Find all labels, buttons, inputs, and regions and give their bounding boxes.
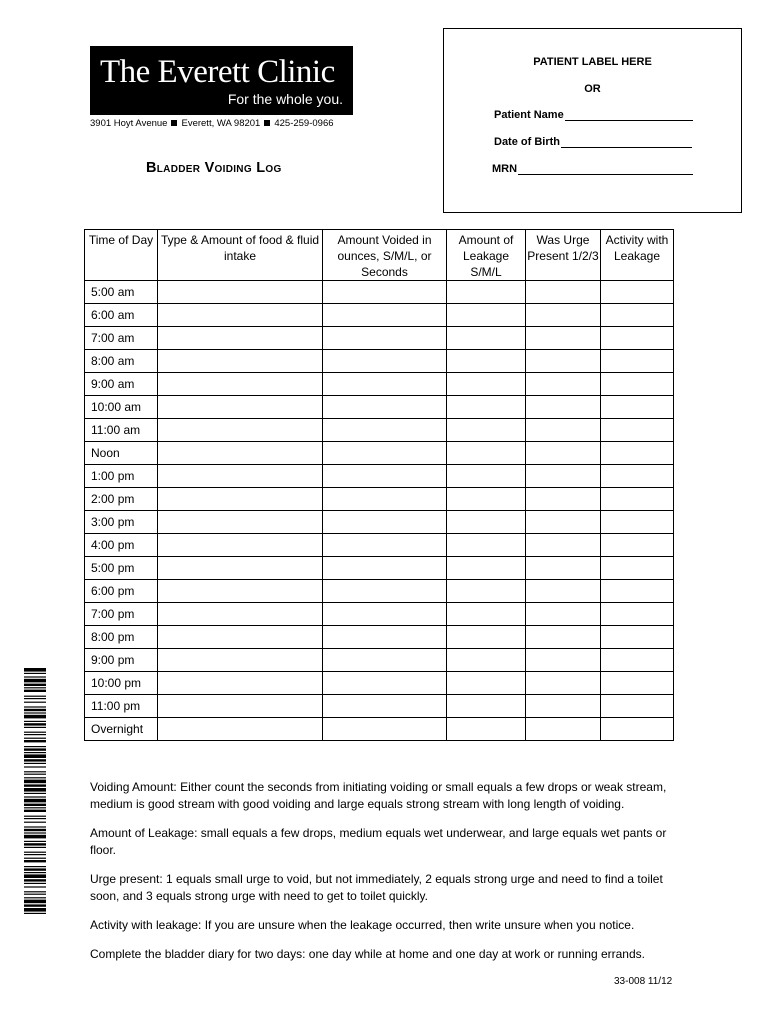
- leakage-cell[interactable]: [447, 672, 526, 695]
- leakage-cell[interactable]: [447, 511, 526, 534]
- barcode-bar: [24, 780, 46, 784]
- leakage-cell[interactable]: [447, 649, 526, 672]
- note-urge: Urge present: 1 equals small urge to void, but not immediately, 2 equals strong urge and need to find a toilet soon, and 3 equals strong urge with need to get to toilet quickly.: [90, 872, 663, 903]
- time-cell: 10:00 pm: [85, 672, 158, 695]
- intake-cell[interactable]: [158, 373, 323, 396]
- intake-cell[interactable]: [158, 580, 323, 603]
- urge-cell[interactable]: [526, 649, 601, 672]
- barcode-bar: [24, 763, 46, 764]
- barcode-bar: [24, 679, 46, 683]
- barcode-bar: [24, 866, 46, 867]
- voided-cell[interactable]: [323, 442, 447, 465]
- barcode-bar: [24, 766, 46, 767]
- activity-cell[interactable]: [601, 626, 674, 649]
- intake-cell[interactable]: [158, 304, 323, 327]
- form-title: Bladder Voiding Log: [146, 160, 282, 176]
- voided-cell[interactable]: [323, 327, 447, 350]
- voiding-log-table: [84, 229, 674, 741]
- logo-title: The Everett Clinic: [100, 54, 335, 90]
- barcode-bar: [24, 904, 46, 906]
- barcode-bar: [24, 883, 46, 884]
- table-row: [85, 511, 674, 534]
- activity-cell[interactable]: [601, 281, 674, 304]
- barcode-bar: [24, 702, 46, 703]
- activity-cell[interactable]: [601, 672, 674, 695]
- leakage-cell[interactable]: [447, 626, 526, 649]
- intake-cell[interactable]: [158, 350, 323, 373]
- time-cell: 6:00 am: [85, 304, 158, 327]
- time-cell: 5:00 pm: [85, 557, 158, 580]
- time-cell: 11:00 am: [85, 419, 158, 442]
- barcode-bar: [24, 841, 46, 842]
- urge-cell[interactable]: [526, 396, 601, 419]
- voided-cell[interactable]: [323, 511, 447, 534]
- table-row: [85, 534, 674, 557]
- voided-cell[interactable]: [323, 350, 447, 373]
- note-activity: Activity with leakage: If you are unsure when the leakage occurred, then write unsure when you notice.: [90, 918, 635, 932]
- time-cell: 9:00 pm: [85, 649, 158, 672]
- barcode-bar: [24, 746, 46, 747]
- voided-cell[interactable]: [323, 603, 447, 626]
- barcode-bar: [24, 712, 46, 713]
- intake-cell[interactable]: [158, 603, 323, 626]
- barcode-bar: [24, 784, 46, 786]
- activity-cell[interactable]: [601, 603, 674, 626]
- barcode-bar: [24, 900, 46, 904]
- activity-cell[interactable]: [601, 465, 674, 488]
- voided-cell[interactable]: [323, 488, 447, 511]
- intake-cell[interactable]: [158, 511, 323, 534]
- time-cell: 7:00 am: [85, 327, 158, 350]
- urge-cell[interactable]: [526, 672, 601, 695]
- table-row: [85, 672, 674, 695]
- time-cell: 4:00 pm: [85, 534, 158, 557]
- barcode-bar: [24, 908, 46, 912]
- barcode-bar: [24, 684, 46, 686]
- intake-cell[interactable]: [158, 419, 323, 442]
- table-row: [85, 373, 674, 396]
- time-cell: 10:00 am: [85, 396, 158, 419]
- time-cell: 6:00 pm: [85, 580, 158, 603]
- urge-cell[interactable]: [526, 327, 601, 350]
- patient-name-field[interactable]: [494, 109, 693, 121]
- urge-cell[interactable]: [526, 350, 601, 373]
- intake-cell[interactable]: [158, 442, 323, 465]
- barcode-bar: [24, 690, 46, 692]
- patient-name-line[interactable]: [565, 119, 693, 121]
- table-row: [85, 281, 674, 304]
- clinic-address: [90, 118, 334, 129]
- table-header-row: [85, 230, 674, 281]
- address-phone: 425-259-0966: [274, 118, 334, 129]
- barcode-bar: [24, 754, 46, 758]
- barcode-bar: [24, 854, 46, 855]
- activity-cell[interactable]: [601, 327, 674, 350]
- square-bullet-icon: [171, 120, 177, 126]
- voided-cell[interactable]: [323, 373, 447, 396]
- barcode-bar: [24, 894, 46, 895]
- leakage-cell[interactable]: [447, 603, 526, 626]
- intake-cell[interactable]: [158, 557, 323, 580]
- mrn-field[interactable]: [492, 163, 693, 175]
- voided-cell[interactable]: [323, 718, 447, 741]
- note-leakage: Amount of Leakage: small equals a few drops, medium equals wet underwear, and large equals wet pants or floor.: [90, 826, 667, 857]
- barcode-bar: [24, 810, 46, 812]
- barcode-bar: [24, 771, 46, 772]
- dob-field[interactable]: [494, 136, 692, 148]
- time-cell: 3:00 pm: [85, 511, 158, 534]
- note-voiding-amount: Voiding Amount: Either count the seconds from initiating voiding or small equals a few drops or weak stream, medium is good stream with good voiding and large equals strong stream with long length of voiding.: [90, 780, 667, 811]
- voided-cell[interactable]: [323, 672, 447, 695]
- table-row: [85, 350, 674, 373]
- intake-cell[interactable]: [158, 695, 323, 718]
- intake-cell[interactable]: [158, 626, 323, 649]
- table-row: [85, 580, 674, 603]
- barcode-bar: [24, 676, 46, 677]
- activity-cell[interactable]: [601, 718, 674, 741]
- barcode-bar: [24, 696, 46, 697]
- activity-cell[interactable]: [601, 695, 674, 718]
- header-urge: Was Urge Present 1/2/3: [526, 230, 601, 281]
- logo-tagline: For the whole you.: [227, 91, 343, 107]
- barcode-bar: [24, 872, 46, 873]
- voided-cell[interactable]: [323, 419, 447, 442]
- intake-cell[interactable]: [158, 672, 323, 695]
- barcode-bar: [24, 891, 46, 892]
- note-complete: Complete the bladder diary for two days: one day while at home and one day at work or running errands.: [90, 947, 645, 961]
- urge-cell[interactable]: [526, 442, 601, 465]
- voided-cell[interactable]: [323, 557, 447, 580]
- leakage-cell[interactable]: [447, 557, 526, 580]
- intake-cell[interactable]: [158, 649, 323, 672]
- barcode-bar: [24, 858, 46, 859]
- activity-cell[interactable]: [601, 534, 674, 557]
- leakage-cell[interactable]: [447, 373, 526, 396]
- urge-cell[interactable]: [526, 488, 601, 511]
- time-cell: Overnight: [85, 718, 158, 741]
- barcode-bar: [24, 687, 46, 688]
- form-code: 33-008 11/12: [614, 976, 673, 987]
- barcode-bar: [24, 734, 46, 735]
- intake-cell[interactable]: [158, 327, 323, 350]
- barcode-bar: [24, 738, 46, 739]
- voided-cell[interactable]: [323, 465, 447, 488]
- patient-label-or: OR: [584, 83, 601, 95]
- leakage-cell[interactable]: [447, 718, 526, 741]
- barcode-bar: [24, 829, 46, 831]
- time-cell: 9:00 am: [85, 373, 158, 396]
- table-row: [85, 488, 674, 511]
- barcode-bar: [24, 721, 46, 722]
- instructions: [90, 779, 690, 975]
- time-cell: 5:00 am: [85, 281, 158, 304]
- leakage-cell[interactable]: [447, 396, 526, 419]
- barcode-bar: [24, 793, 46, 794]
- barcode-bar: [24, 732, 46, 733]
- patient-label-box[interactable]: [443, 28, 742, 213]
- table-row: [85, 442, 674, 465]
- urge-cell[interactable]: [526, 534, 601, 557]
- leakage-cell[interactable]: [447, 488, 526, 511]
- time-cell: 8:00 pm: [85, 626, 158, 649]
- urge-cell[interactable]: [526, 419, 601, 442]
- address-city: Everett, WA 98201: [181, 118, 261, 129]
- activity-cell[interactable]: [601, 373, 674, 396]
- activity-cell[interactable]: [601, 419, 674, 442]
- barcode-icon: [24, 668, 46, 916]
- activity-cell[interactable]: [601, 442, 674, 465]
- barcode-bar: [24, 727, 46, 728]
- voided-cell[interactable]: [323, 281, 447, 304]
- barcode-bar: [24, 706, 46, 707]
- voided-cell[interactable]: [323, 626, 447, 649]
- header-time: Time of Day: [85, 230, 158, 281]
- intake-cell[interactable]: [158, 718, 323, 741]
- voided-cell[interactable]: [323, 304, 447, 327]
- barcode-bar: [24, 852, 46, 853]
- table-row: [85, 603, 674, 626]
- barcode-bar: [24, 740, 46, 742]
- barcode-bar: [24, 847, 46, 848]
- dob-line[interactable]: [561, 146, 692, 148]
- table-row: [85, 327, 674, 350]
- time-cell: 1:00 pm: [85, 465, 158, 488]
- urge-cell[interactable]: [526, 626, 601, 649]
- leakage-cell[interactable]: [447, 442, 526, 465]
- voided-cell[interactable]: [323, 695, 447, 718]
- intake-cell[interactable]: [158, 465, 323, 488]
- header-voided: Amount Voided in ounces, S/M/L, or Seconds: [323, 230, 447, 281]
- barcode-bar: [24, 897, 46, 898]
- patient-name-label: Patient Name: [494, 109, 564, 121]
- dob-label: Date of Birth: [494, 136, 560, 148]
- intake-cell[interactable]: [158, 488, 323, 511]
- barcode-bar: [24, 822, 46, 823]
- barcode-bar: [24, 709, 46, 711]
- header-intake: Type & Amount of food & fluid intake: [158, 230, 323, 281]
- barcode-bar: [24, 879, 46, 881]
- table-row: [85, 626, 674, 649]
- time-cell: 7:00 pm: [85, 603, 158, 626]
- urge-cell[interactable]: [526, 304, 601, 327]
- urge-cell[interactable]: [526, 718, 601, 741]
- barcode-bar: [24, 818, 46, 819]
- voided-cell[interactable]: [323, 396, 447, 419]
- barcode-bar: [24, 860, 46, 862]
- barcode-bar: [24, 748, 46, 750]
- urge-cell[interactable]: [526, 373, 601, 396]
- activity-cell[interactable]: [601, 304, 674, 327]
- barcode-bar: [24, 843, 46, 845]
- barcode-bar: [24, 788, 46, 792]
- activity-cell[interactable]: [601, 580, 674, 603]
- table-row: [85, 557, 674, 580]
- mrn-label: MRN: [492, 163, 518, 175]
- table-row: [85, 419, 674, 442]
- urge-cell[interactable]: [526, 695, 601, 718]
- barcode-bar: [24, 886, 46, 887]
- table-row: [85, 304, 674, 327]
- barcode-bar: [24, 832, 46, 833]
- leakage-cell[interactable]: [447, 465, 526, 488]
- activity-cell[interactable]: [601, 557, 674, 580]
- address-street: 3901 Hoyt Avenue: [90, 118, 168, 129]
- barcode-bar: [24, 796, 46, 797]
- voided-cell[interactable]: [323, 534, 447, 557]
- time-cell: 2:00 pm: [85, 488, 158, 511]
- barcode-bar: [24, 715, 46, 719]
- barcode-bar: [24, 835, 46, 839]
- header-leakage: Amount of Leakage S/M/L: [447, 230, 526, 281]
- barcode-bar: [24, 816, 46, 817]
- table-row: [85, 649, 674, 672]
- patient-label-heading: PATIENT LABEL HERE: [533, 56, 652, 68]
- urge-cell[interactable]: [526, 465, 601, 488]
- barcode-bar: [24, 804, 46, 806]
- barcode-bar: [24, 868, 46, 870]
- intake-cell[interactable]: [158, 396, 323, 419]
- urge-cell[interactable]: [526, 557, 601, 580]
- leakage-cell[interactable]: [447, 350, 526, 373]
- activity-cell[interactable]: [601, 396, 674, 419]
- activity-cell[interactable]: [601, 488, 674, 511]
- barcode-bar: [24, 668, 46, 672]
- leakage-cell[interactable]: [447, 695, 526, 718]
- leakage-cell[interactable]: [447, 327, 526, 350]
- barcode-bar: [24, 913, 46, 914]
- urge-cell[interactable]: [526, 580, 601, 603]
- voided-cell[interactable]: [323, 580, 447, 603]
- barcode-bar: [24, 799, 46, 803]
- activity-cell[interactable]: [601, 511, 674, 534]
- intake-cell[interactable]: [158, 534, 323, 557]
- urge-cell[interactable]: [526, 603, 601, 626]
- barcode-bar: [24, 826, 46, 827]
- leakage-cell[interactable]: [447, 534, 526, 557]
- activity-cell[interactable]: [601, 350, 674, 373]
- barcode-bar: [24, 807, 46, 808]
- table-row: [85, 396, 674, 419]
- table-row: [85, 695, 674, 718]
- barcode-bar: [24, 774, 46, 775]
- leakage-cell[interactable]: [447, 580, 526, 603]
- barcode-bar: [24, 723, 46, 725]
- table-row: [85, 465, 674, 488]
- header-activity: Activity with Leakage: [601, 230, 674, 281]
- barcode-bar: [24, 673, 46, 674]
- square-bullet-icon: [264, 120, 270, 126]
- intake-cell[interactable]: [158, 281, 323, 304]
- barcode-bar: [24, 874, 46, 878]
- time-cell: Noon: [85, 442, 158, 465]
- barcode-bar: [24, 698, 46, 699]
- time-cell: 8:00 am: [85, 350, 158, 373]
- activity-cell[interactable]: [601, 649, 674, 672]
- urge-cell[interactable]: [526, 511, 601, 534]
- barcode-bar: [24, 777, 46, 778]
- barcode-bar: [24, 752, 46, 753]
- mrn-line[interactable]: [518, 173, 693, 175]
- time-cell: 11:00 pm: [85, 695, 158, 718]
- barcode-bar: [24, 759, 46, 761]
- table-row: [85, 718, 674, 741]
- urge-cell[interactable]: [526, 281, 601, 304]
- leakage-cell[interactable]: [447, 281, 526, 304]
- voided-cell[interactable]: [323, 649, 447, 672]
- leakage-cell[interactable]: [447, 419, 526, 442]
- leakage-cell[interactable]: [447, 304, 526, 327]
- clinic-logo: [90, 46, 353, 115]
